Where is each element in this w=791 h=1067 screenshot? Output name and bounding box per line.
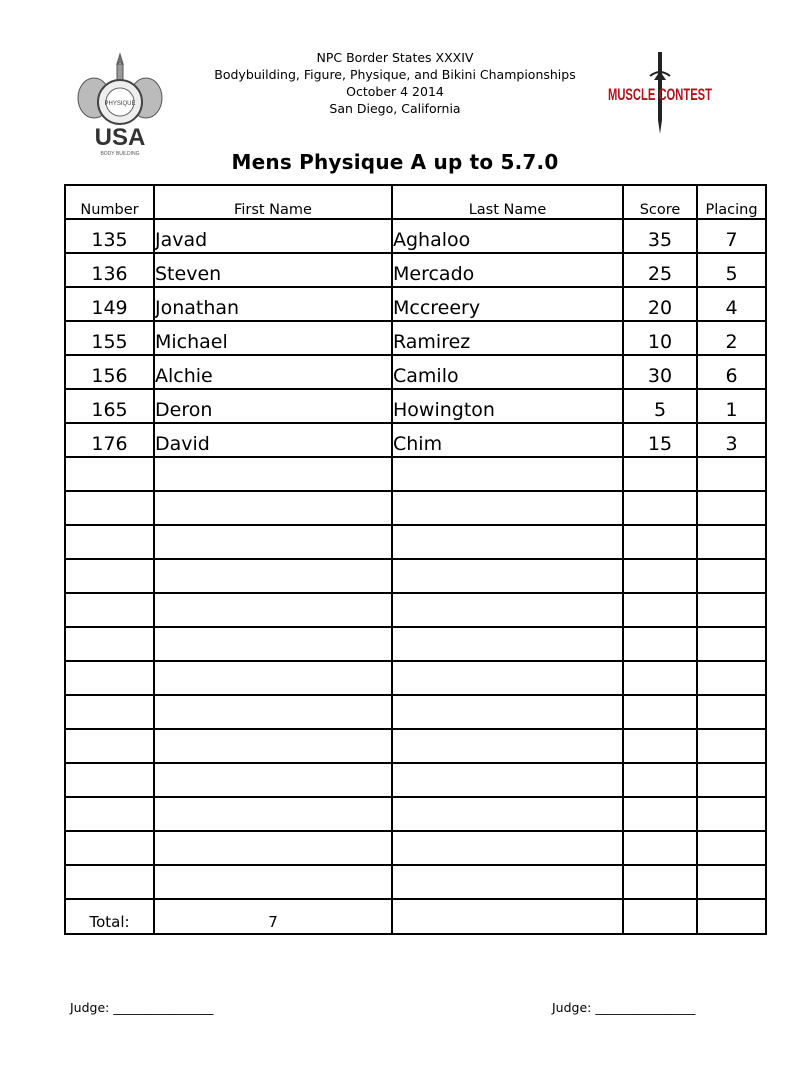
empty-cell [392, 593, 623, 627]
table-row [65, 253, 766, 287]
placing-cell: 5 [697, 253, 766, 287]
empty-cell [65, 831, 154, 865]
empty-row [65, 559, 766, 593]
placing-cell: 3 [697, 423, 766, 457]
empty-cell [154, 627, 392, 661]
score-cell: 10 [623, 321, 697, 355]
empty-cell [697, 593, 766, 627]
empty-cell [697, 661, 766, 695]
empty-cell [623, 457, 697, 491]
empty-cell [623, 729, 697, 763]
score-cell: 15 [623, 423, 697, 457]
empty-cell [65, 627, 154, 661]
placing-cell: 6 [697, 355, 766, 389]
empty-cell [154, 729, 392, 763]
empty-cell [697, 831, 766, 865]
muscle-contest-logo [604, 50, 716, 136]
empty-cell [623, 661, 697, 695]
empty-cell [65, 797, 154, 831]
placing-cell: 2 [697, 321, 766, 355]
empty-cell [623, 763, 697, 797]
competitor-number: 149 [65, 287, 154, 321]
svg-text:BODY BUILDING: BODY BUILDING [100, 151, 140, 157]
empty-cell [65, 593, 154, 627]
competitor-number: 165 [65, 389, 154, 423]
event-divisions: Bodybuilding, Figure, Physique, and Bikini Championships [214, 67, 576, 82]
empty-cell [623, 593, 697, 627]
table-row [65, 287, 766, 321]
svg-text:USA: USA [94, 124, 146, 151]
judge-signature-right: Judge: ________________ [552, 1000, 696, 1015]
table-row [65, 423, 766, 457]
empty-cell [392, 865, 623, 899]
column-header-placing: Placing [697, 185, 766, 219]
empty-row [65, 831, 766, 865]
last-name-cell: Mercado [392, 253, 623, 287]
empty-cell [392, 899, 623, 934]
empty-cell [392, 491, 623, 525]
empty-row [65, 525, 766, 559]
last-name-cell: Howington [392, 389, 623, 423]
table-row [65, 355, 766, 389]
empty-cell [697, 729, 766, 763]
total-label: Total: [65, 899, 154, 934]
empty-cell [697, 899, 766, 934]
empty-row [65, 627, 766, 661]
empty-cell [697, 695, 766, 729]
empty-row [65, 797, 766, 831]
blank-rows [65, 457, 766, 899]
empty-cell [65, 865, 154, 899]
empty-cell [623, 525, 697, 559]
empty-cell [697, 491, 766, 525]
empty-cell [65, 661, 154, 695]
score-cell: 25 [623, 253, 697, 287]
empty-cell [154, 865, 392, 899]
competitor-number: 176 [65, 423, 154, 457]
score-cell: 20 [623, 287, 697, 321]
empty-cell [154, 491, 392, 525]
results-table [64, 184, 767, 935]
empty-cell [65, 695, 154, 729]
score-cell: 35 [623, 219, 697, 253]
empty-cell [154, 593, 392, 627]
column-header-number: Number [65, 185, 154, 219]
competitor-number: 136 [65, 253, 154, 287]
empty-cell [65, 525, 154, 559]
empty-cell [697, 525, 766, 559]
empty-cell [623, 865, 697, 899]
event-name: NPC Border States XXXIV [316, 50, 474, 65]
empty-cell [154, 457, 392, 491]
column-header-first-name: First Name [154, 185, 392, 219]
column-header-score: Score [623, 185, 697, 219]
empty-cell [154, 525, 392, 559]
score-cell: 5 [623, 389, 697, 423]
first-name-cell: David [154, 423, 392, 457]
empty-row [65, 865, 766, 899]
judge-signature-left: Judge: ________________ [70, 1000, 214, 1015]
placing-cell: 7 [697, 219, 766, 253]
event-date: October 4 2014 [346, 84, 444, 99]
empty-cell [697, 627, 766, 661]
last-name-cell: Ramirez [392, 321, 623, 355]
empty-cell [154, 661, 392, 695]
empty-cell [65, 559, 154, 593]
empty-row [65, 763, 766, 797]
empty-cell [65, 763, 154, 797]
empty-row [65, 661, 766, 695]
empty-cell [623, 899, 697, 934]
empty-row [65, 457, 766, 491]
last-name-cell: Chim [392, 423, 623, 457]
empty-cell [392, 627, 623, 661]
table-row [65, 219, 766, 253]
last-name-cell: Aghaloo [392, 219, 623, 253]
empty-cell [392, 797, 623, 831]
last-name-cell: Camilo [392, 355, 623, 389]
empty-cell [392, 525, 623, 559]
empty-cell [697, 457, 766, 491]
column-header-last-name: Last Name [392, 185, 623, 219]
last-name-cell: Mccreery [392, 287, 623, 321]
empty-cell [697, 797, 766, 831]
empty-cell [697, 865, 766, 899]
empty-cell [392, 559, 623, 593]
empty-cell [623, 627, 697, 661]
placing-cell: 1 [697, 389, 766, 423]
empty-cell [65, 491, 154, 525]
empty-cell [623, 831, 697, 865]
empty-cell [154, 695, 392, 729]
event-location: San Diego, California [329, 101, 461, 116]
empty-row [65, 729, 766, 763]
usa-physique-logo [74, 50, 166, 158]
total-value: 7 [154, 899, 392, 934]
empty-cell [154, 797, 392, 831]
empty-row [65, 593, 766, 627]
competitor-number: 135 [65, 219, 154, 253]
empty-cell [623, 797, 697, 831]
empty-cell [392, 457, 623, 491]
svg-text:PHYSIQUE: PHYSIQUE [104, 101, 136, 107]
total-row [65, 899, 766, 934]
empty-cell [697, 559, 766, 593]
empty-cell [65, 729, 154, 763]
competitor-number: 155 [65, 321, 154, 355]
empty-cell [623, 491, 697, 525]
empty-cell [697, 763, 766, 797]
empty-cell [154, 559, 392, 593]
first-name-cell: Michael [154, 321, 392, 355]
empty-row [65, 491, 766, 525]
first-name-cell: Steven [154, 253, 392, 287]
score-cell: 30 [623, 355, 697, 389]
division-title: Mens Physique A up to 5.7.0 [231, 150, 559, 174]
table-header-row [65, 185, 766, 219]
empty-cell [623, 695, 697, 729]
empty-cell [623, 559, 697, 593]
empty-cell [154, 763, 392, 797]
first-name-cell: Javad [154, 219, 392, 253]
empty-cell [392, 729, 623, 763]
svg-text:MUSCLE CONTEST: MUSCLE CONTEST [608, 85, 713, 104]
empty-cell [65, 457, 154, 491]
first-name-cell: Deron [154, 389, 392, 423]
empty-cell [392, 695, 623, 729]
empty-cell [154, 831, 392, 865]
empty-cell [392, 831, 623, 865]
table-row [65, 389, 766, 423]
table-row [65, 321, 766, 355]
first-name-cell: Alchie [154, 355, 392, 389]
empty-cell [392, 661, 623, 695]
empty-cell [392, 763, 623, 797]
first-name-cell: Jonathan [154, 287, 392, 321]
placing-cell: 4 [697, 287, 766, 321]
event-header [200, 49, 590, 117]
empty-row [65, 695, 766, 729]
competitor-number: 156 [65, 355, 154, 389]
